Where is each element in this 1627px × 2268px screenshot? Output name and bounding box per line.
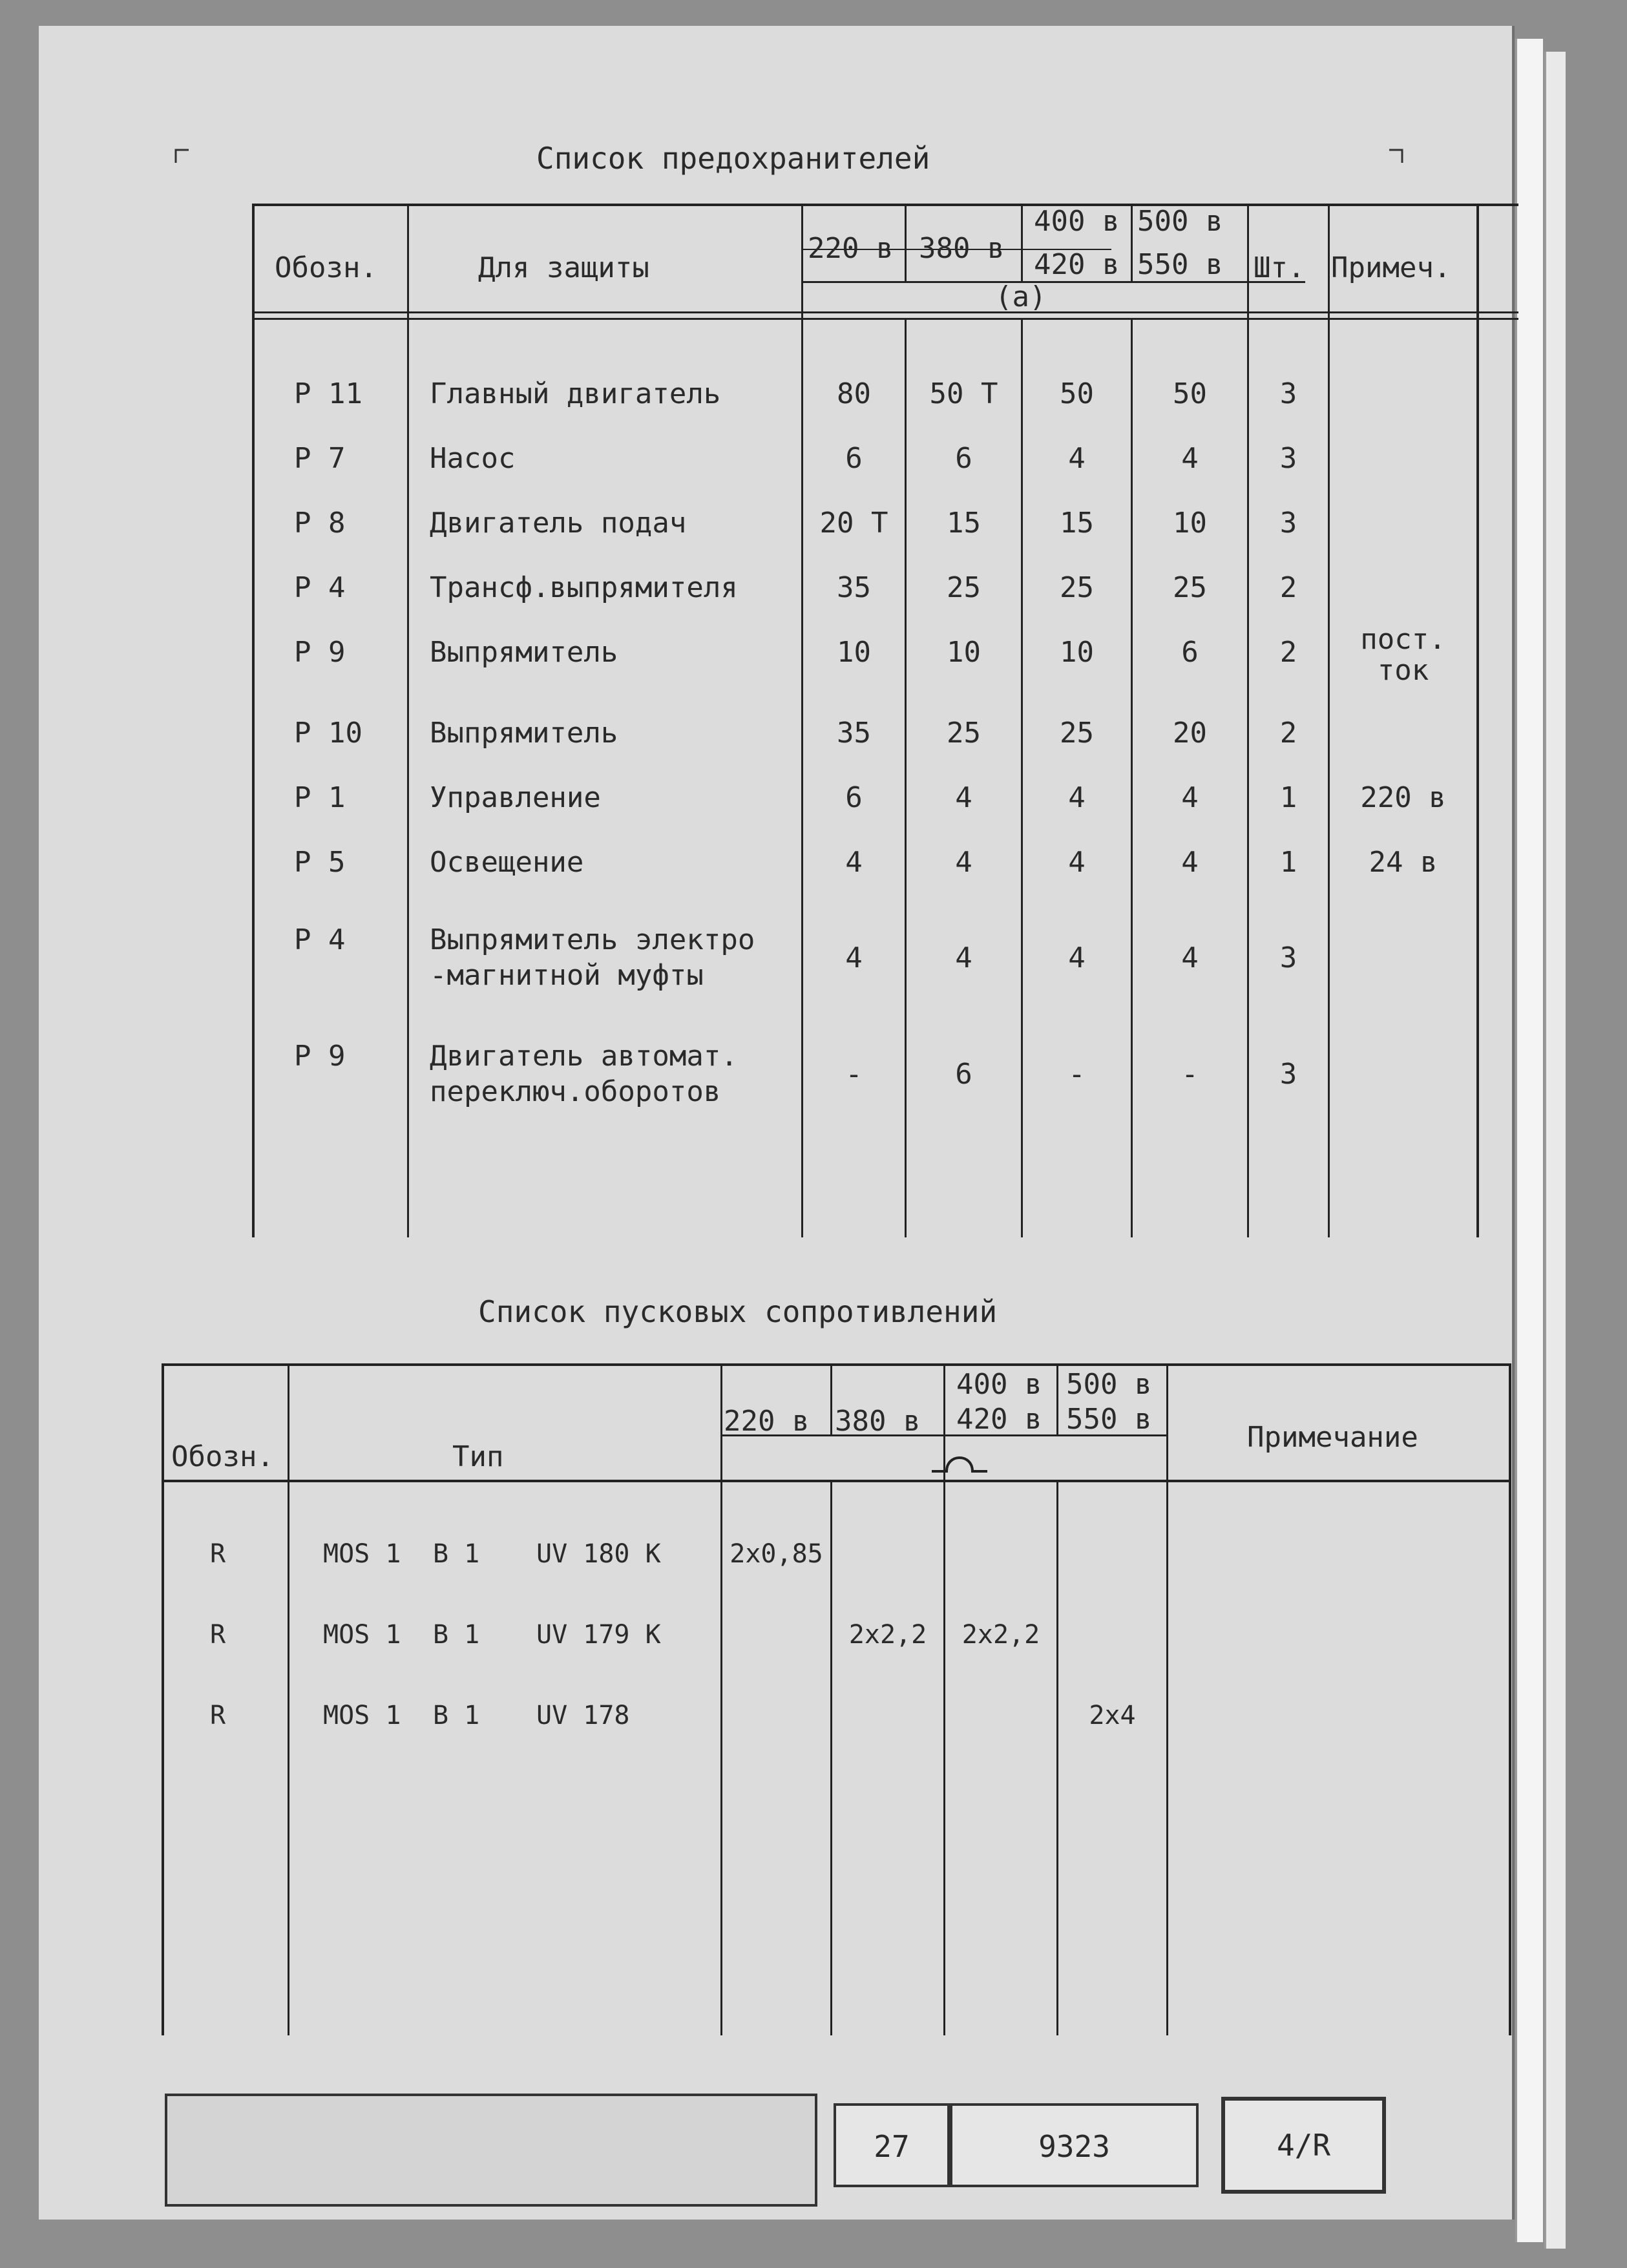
fuse-qty: 3 (1279, 507, 1297, 540)
fuse-value-220v: 20 Т (819, 507, 888, 540)
footer-page-box (834, 2103, 950, 2187)
resistor-designation: R (210, 1701, 226, 1730)
fuse-value-380v: 15 (947, 507, 981, 540)
fuse-designation: Р 1 (294, 781, 346, 814)
resistor-designation: R (210, 1539, 226, 1569)
resistors-header-380v: 380 в (835, 1405, 921, 1438)
resistors-header-note: Примечание (1247, 1421, 1418, 1454)
corner-mark-right (1389, 149, 1403, 163)
paper-edge (1515, 39, 1543, 2242)
fuse-designation: Р 11 (294, 377, 362, 410)
footer-number: 9323 (1038, 2129, 1110, 2164)
resistor-designation: R (210, 1620, 226, 1650)
fuses-header-note: Примеч. (1331, 251, 1451, 284)
fuse-protection-name: Трансф.выпрямителя (430, 571, 738, 604)
resistor-model: MOS 1 (323, 1701, 401, 1730)
fuse-value-400v: - (1068, 1058, 1086, 1091)
fuse-protection-name: Выпрямитель (430, 636, 618, 669)
fuse-value-400v: 4 (1068, 781, 1086, 814)
fuses-header-500v: 500 в (1137, 205, 1223, 238)
fuse-value-400v: 4 (1068, 941, 1086, 974)
fuse-value-380v: 4 (955, 941, 972, 974)
fuse-note: 24 в (1369, 846, 1438, 879)
fuse-protection-name: Управление (430, 781, 601, 814)
fuse-value-380v: 10 (947, 636, 981, 669)
fuse-designation: Р 4 (294, 923, 346, 956)
resistor-b: B 1 (433, 1701, 480, 1730)
fuse-value-380v: 4 (955, 781, 972, 814)
fuse-value-220v: 35 (837, 717, 871, 750)
fuse-designation: Р 5 (294, 846, 346, 879)
fuse-qty: 3 (1279, 442, 1297, 475)
fuse-value-400v: 50 (1060, 377, 1094, 410)
corner-mark-left (174, 149, 189, 163)
fuse-designation: Р 7 (294, 442, 346, 475)
fuse-value-400v: 10 (1060, 636, 1094, 669)
resistors-header-220v: 220 в (724, 1405, 810, 1438)
fuse-value-500v: 50 (1173, 377, 1207, 410)
resistor-value-400v: 2x2,2 (961, 1620, 1040, 1650)
resistors-header-550v: 550 в (1066, 1403, 1152, 1436)
fuse-value-400v: 4 (1068, 442, 1086, 475)
fuse-value-380v: 4 (955, 846, 972, 879)
fuse-value-500v: 4 (1181, 781, 1199, 814)
fuse-note: ток (1377, 654, 1429, 687)
fuse-protection-name: переключ.оборотов (430, 1075, 721, 1108)
document-page (39, 26, 1515, 2220)
fuse-value-500v: 6 (1181, 636, 1199, 669)
resistor-value-220v: 2x0,85 (730, 1539, 823, 1569)
resistor-value-380v: 2x2,2 (848, 1620, 927, 1650)
fuse-qty: 1 (1279, 781, 1297, 814)
fuse-value-220v: 80 (837, 377, 871, 410)
resistor-code: UV 178 (536, 1701, 630, 1730)
fuse-designation: Р 9 (294, 636, 346, 669)
fuse-designation: Р 9 (294, 1040, 346, 1073)
fuse-protection-name: Двигатель подач (430, 507, 687, 540)
fuse-qty: 1 (1279, 846, 1297, 879)
fuse-value-220v: 35 (837, 571, 871, 604)
footer-sheet-box (1221, 2097, 1386, 2194)
fuse-qty: 3 (1279, 941, 1297, 974)
fuse-value-500v: - (1181, 1058, 1199, 1091)
fuse-value-500v: 10 (1173, 507, 1207, 540)
fuse-protection-name: Освещение (430, 846, 584, 879)
ohm-symbol-icon (930, 1451, 989, 1476)
fuse-protection-name: Насос (430, 442, 516, 475)
fuse-value-380v: 6 (955, 1058, 972, 1091)
fuse-protection-name: Главный двигатель (430, 377, 721, 410)
resistors-title: Список пусковых сопротивлений (478, 1294, 998, 1329)
fuse-value-500v: 4 (1181, 846, 1199, 879)
fuses-header-protection: Для защиты (478, 251, 649, 284)
footer-page: 27 (874, 2129, 910, 2164)
fuse-value-220v: 10 (837, 636, 871, 669)
fuse-designation: Р 4 (294, 571, 346, 604)
resistors-header-420v: 420 в (956, 1403, 1042, 1436)
fuse-value-220v: 4 (845, 846, 863, 879)
fuses-title: Список предохранителей (536, 141, 930, 176)
fuses-header-220v: 220 в (808, 232, 894, 265)
resistor-code: UV 179 K (536, 1620, 661, 1650)
fuses-header-designation: Обозн. (275, 251, 377, 284)
fuse-designation: Р 8 (294, 507, 346, 540)
resistors-header-500v: 500 в (1066, 1368, 1152, 1401)
fuses-header-420v: 420 в (1034, 248, 1120, 281)
fuse-note: 220 в (1360, 781, 1446, 814)
fuse-value-220v: - (845, 1058, 863, 1091)
footer-number-box (950, 2103, 1199, 2187)
fuse-value-220v: 6 (845, 781, 863, 814)
footer-sheet: 4/R (1276, 2128, 1331, 2163)
fuse-value-380v: 25 (947, 717, 981, 750)
fuse-value-500v: 4 (1181, 442, 1199, 475)
fuse-qty: 3 (1279, 377, 1297, 410)
fuses-header-380v: 380 в (919, 232, 1005, 265)
resistors-header-400v: 400 в (956, 1368, 1042, 1401)
fuse-value-500v: 4 (1181, 941, 1199, 974)
resistor-b: B 1 (433, 1620, 480, 1650)
fuses-header-qty: Шт. (1254, 251, 1305, 284)
fuse-protection-name: -магнитной муфты (430, 959, 704, 992)
fuse-qty: 2 (1279, 636, 1297, 669)
fuse-value-400v: 25 (1060, 717, 1094, 750)
fuse-designation: Р 10 (294, 717, 362, 750)
fuse-value-500v: 25 (1173, 571, 1207, 604)
fuse-note: пост. (1360, 623, 1446, 656)
fuse-protection-name: Выпрямитель электро (430, 923, 755, 956)
resistor-code: UV 180 K (536, 1539, 661, 1569)
fuse-protection-name: Двигатель автомат. (430, 1040, 738, 1073)
fuse-qty: 2 (1279, 571, 1297, 604)
fuse-value-220v: 6 (845, 442, 863, 475)
fuses-header-400v: 400 в (1034, 205, 1120, 238)
fuse-qty: 3 (1279, 1058, 1297, 1091)
fuses-header-550v: 550 в (1137, 248, 1223, 281)
resistors-header-type: Тип (452, 1440, 504, 1473)
fuse-value-220v: 4 (845, 941, 863, 974)
fuse-qty: 2 (1279, 717, 1297, 750)
fuse-value-400v: 4 (1068, 846, 1086, 879)
footer-blank-box (165, 2094, 817, 2207)
fuse-value-380v: 50 Т (929, 377, 998, 410)
fuse-value-400v: 15 (1060, 507, 1094, 540)
resistor-model: MOS 1 (323, 1539, 401, 1569)
fuse-value-400v: 25 (1060, 571, 1094, 604)
resistors-header-designation: Обозн. (171, 1440, 274, 1473)
resistor-model: MOS 1 (323, 1620, 401, 1650)
fuse-protection-name: Выпрямитель (430, 717, 618, 750)
resistor-b: B 1 (433, 1539, 480, 1569)
fuse-value-500v: 20 (1173, 717, 1207, 750)
resistor-value-500v: 2x4 (1089, 1701, 1136, 1730)
paper-edge (1544, 52, 1566, 2249)
fuse-value-380v: 25 (947, 571, 981, 604)
fuses-header-unit: (а) (995, 280, 1047, 313)
fuse-value-380v: 6 (955, 442, 972, 475)
